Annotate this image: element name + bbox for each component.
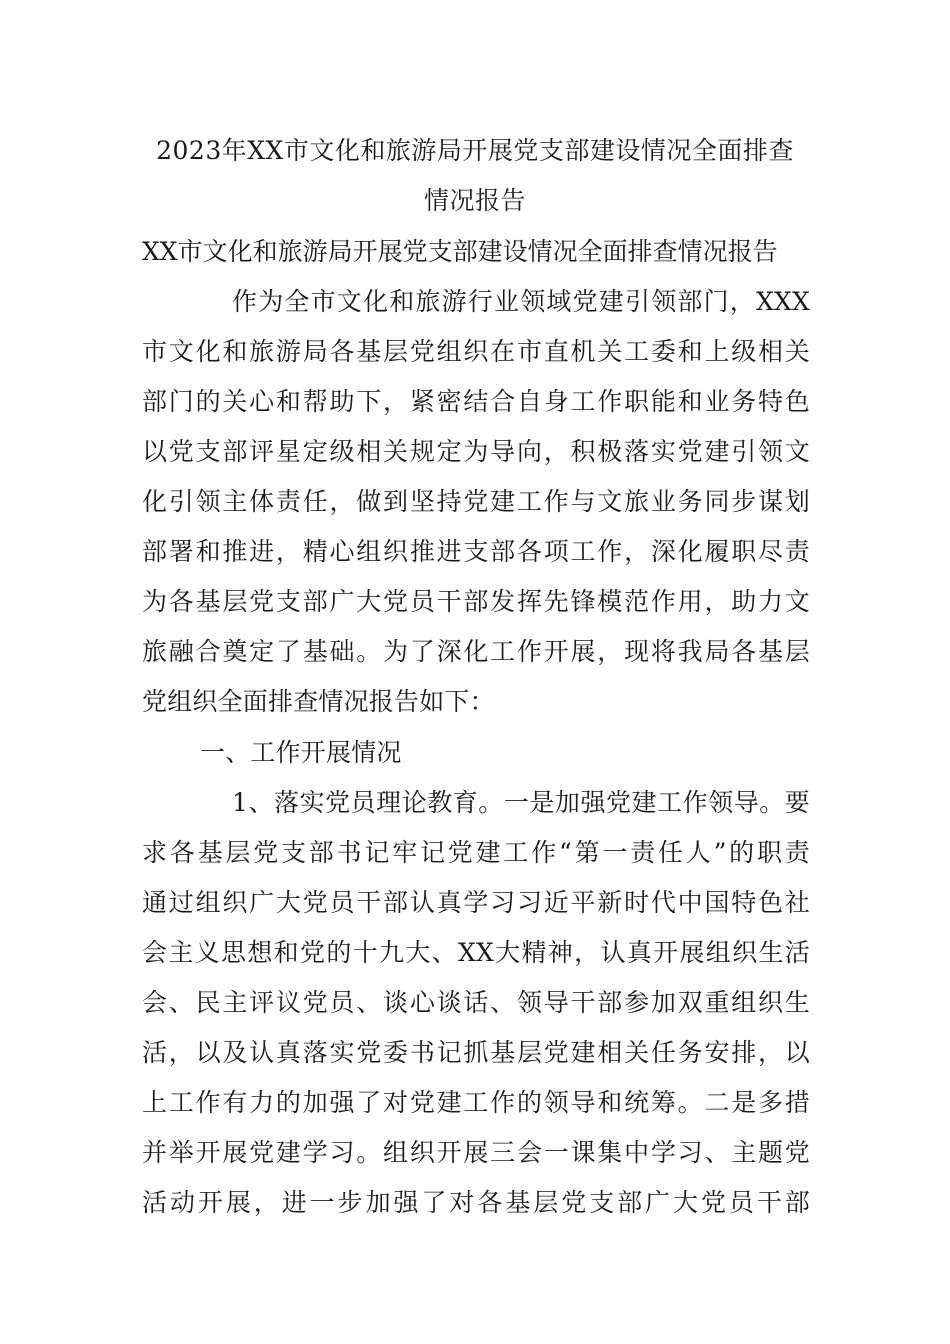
body-line: 并举开展党建学习。组织开展三会一课集中学习、主题党 (142, 1138, 810, 1167)
document-title-line-2: 情况报告 (423, 186, 526, 215)
section-heading: 一、工作开展情况 (200, 738, 402, 767)
body-line: 活，以及认真落实党委书记抓基层党建相关任务安排，以 (142, 1038, 810, 1067)
body-line: 通过组织广大党员干部认真学习习近平新时代中国特色社 (142, 888, 810, 917)
body-line: 上工作有力的加强了对党建工作的领导和统筹。二是多措 (142, 1088, 810, 1117)
body-line: 化引领主体责任，做到坚持党建工作与文旅业务同步谋划 (142, 487, 810, 516)
body-line: 部门的关心和帮助下，紧密结合自身工作职能和业务特色 (142, 387, 810, 416)
document-title-line-1: 2023年XX市文化和旅游局开展党支部建设情况全面排查 (156, 136, 794, 165)
body-line: 为各基层党支部广大党员干部发挥先锋模范作用，助力文 (142, 587, 810, 616)
body-line: 以党支部评星定级相关规定为导向，积极落实党建引领文 (142, 437, 810, 466)
body-line: 部署和推进，精心组织推进支部各项工作，深化履职尽责 (142, 537, 810, 566)
body-line: 活动开展，进一步加强了对各基层党支部广大党员干部 (142, 1188, 810, 1217)
document-subtitle: XX市文化和旅游局开展党支部建设情况全面排查情况报告 (142, 237, 778, 266)
body-line: 作为全市文化和旅游行业领域党建引领部门，XXX (232, 287, 810, 316)
body-line: 会、民主评议党员、谈心谈话、领导干部参加双重组织生 (142, 988, 810, 1017)
body-line: 市文化和旅游局各基层党组织在市直机关工委和上级相关 (142, 337, 810, 366)
body-line: 会主义思想和党的十九大、XX大精神，认真开展组织生活 (142, 938, 810, 967)
body-line: 旅融合奠定了基础。为了深化工作开展，现将我局各基层 (142, 637, 810, 666)
body-line: 党组织全面排查情况报告如下： (142, 687, 495, 716)
body-line: 求各基层党支部书记牢记党建工作“第一责任人”的职责 (142, 838, 810, 867)
body-line: 1、落实党员理论教育。一是加强党建工作领导。要 (232, 788, 810, 817)
